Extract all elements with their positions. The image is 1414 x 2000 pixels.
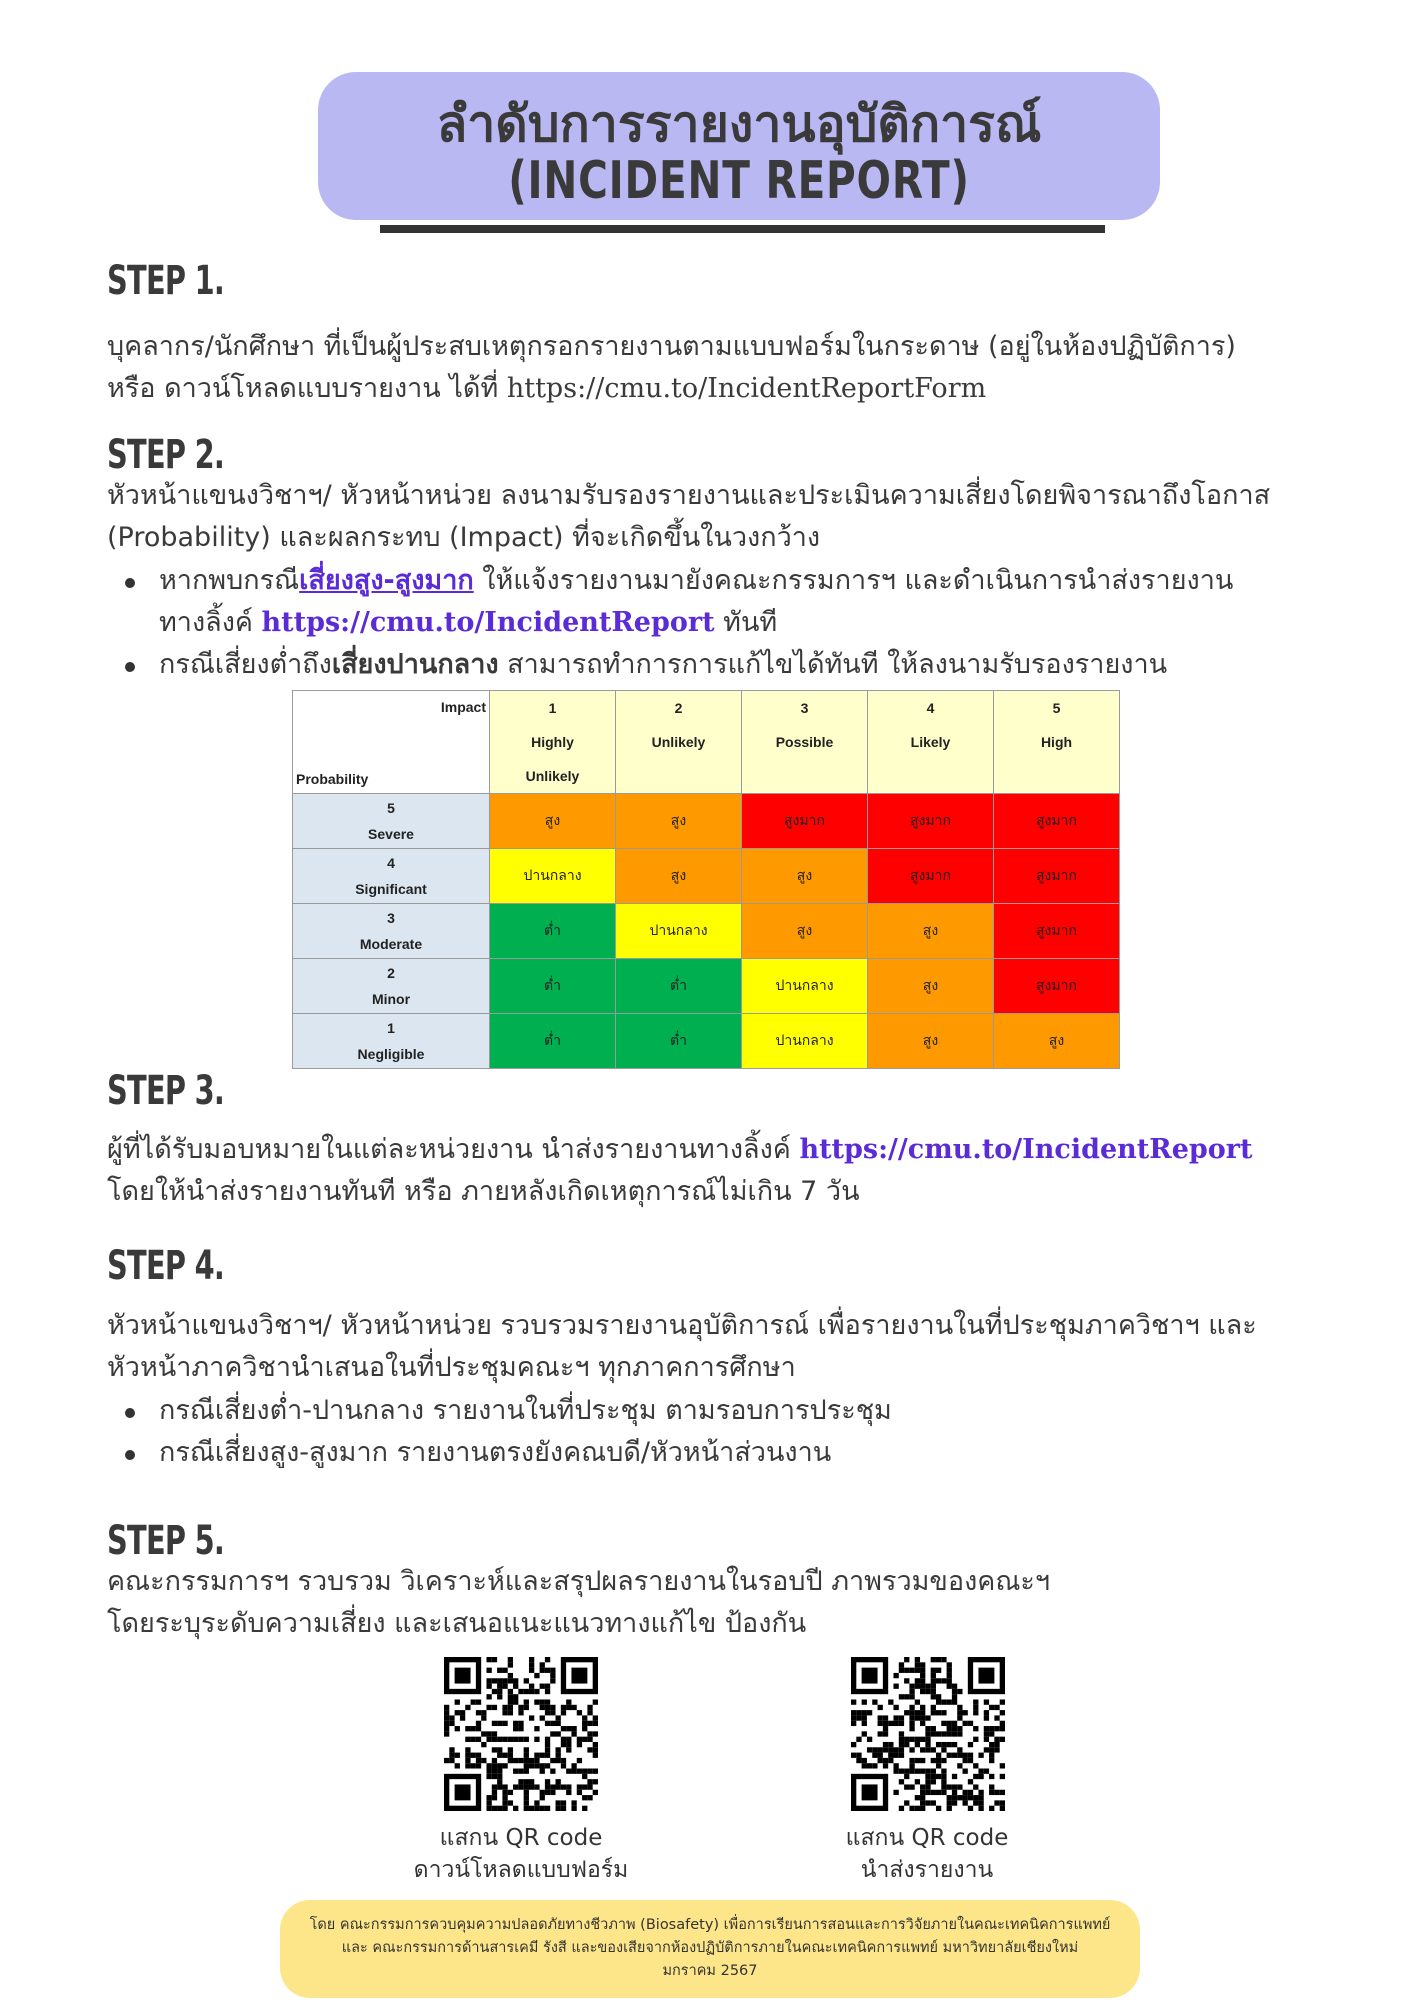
high-risk-emphasis: เสี่ยงสูง-สูงมาก (299, 565, 474, 596)
medium-risk-emphasis: เสี่ยงปานกลาง (331, 649, 499, 680)
matrix-header-row (293, 691, 1120, 794)
risk-cell: ต่ำ (616, 1014, 742, 1069)
step5-line1: คณะกรรมการฯ รวบรวม วิเคราะห์และสรุปผลรายงานในรอบปี ภาพรวมของคณะฯ (107, 1566, 1051, 1597)
step5-line2: โดยระบุระดับความเสี่ยง และเสนอแนะแนวทางแก้ไข ป้องกัน (107, 1608, 807, 1639)
risk-cell: สูงมาก (994, 959, 1120, 1014)
risk-cell: ปานกลาง (490, 849, 616, 904)
page-title-english: (INCIDENT REPORT) (508, 151, 970, 211)
bullet1-suffix: ให้แจ้งรายงานมายังคณะกรรมการฯ และดำเนินการนำส่งรายงาน (473, 565, 1234, 596)
bullet2-suffix: สามารถทำการการแก้ไขได้ทันที ให้ลงนามรับรองรายงาน (498, 649, 1168, 680)
probability-header: 3 Moderate (293, 904, 490, 959)
footer-credit (280, 1900, 1140, 1998)
qr-left-caption-line1: แสกน QR code (439, 1825, 603, 1851)
risk-cell: ปานกลาง (742, 1014, 868, 1069)
step3-line2: โดยให้นำส่งรายงานทันที หรือ ภายหลังเกิดเหตุการณ์ไม่เกิน 7 วัน (107, 1176, 860, 1207)
risk-cell: สูง (616, 849, 742, 904)
step4-line2: หัวหน้าภาควิชานำเสนอในที่ประชุมคณะฯ ทุกภาคการศึกษา (107, 1352, 796, 1383)
qr-code-submit-report[interactable] (851, 1657, 1005, 1811)
qr-left-caption-line2: ดาวน์โหลดแบบฟอร์ม (413, 1857, 629, 1883)
matrix-corner (293, 691, 490, 794)
risk-cell: ต่ำ (490, 959, 616, 1014)
risk-cell: สูง (868, 959, 994, 1014)
qr-right-caption-line1: แสกน QR code (845, 1825, 1009, 1851)
step1-heading: STEP 1. (107, 258, 225, 304)
incident-report-link-step3[interactable]: https://cmu.to/IncidentReport (799, 1134, 1253, 1165)
step3-heading: STEP 3. (107, 1068, 225, 1114)
matrix-row (293, 1014, 1120, 1069)
step2-text (107, 475, 1317, 559)
step2-line2: (Probability) และผลกระทบ (Impact) ที่จะเกิดขึ้นในวงกว้าง (107, 522, 821, 553)
step4-text (107, 1305, 1317, 1389)
risk-cell: ต่ำ (490, 904, 616, 959)
bullet-dot (125, 578, 135, 588)
risk-cell: สูง (868, 1014, 994, 1069)
step2-bullet-high-risk (107, 560, 1327, 644)
probability-header: 1 Negligible (293, 1014, 490, 1069)
risk-cell: สูงมาก (994, 904, 1120, 959)
step1-text (107, 326, 1317, 410)
risk-cell: สูง (490, 794, 616, 849)
bullet-dot (125, 1450, 135, 1460)
probability-axis-label: Probability (296, 771, 369, 787)
impact-header-3: 3 Possible (742, 691, 868, 794)
page-title-thai: ลำดับการรายงานอุบัติการณ์ (436, 95, 1042, 153)
step1-form-url[interactable]: https://cmu.to/IncidentReportForm (506, 373, 987, 404)
matrix-row (293, 849, 1120, 904)
step2-bullets (107, 560, 1327, 686)
step4-bullet-high (107, 1432, 1327, 1474)
matrix-row (293, 959, 1120, 1014)
probability-header: 4 Significant (293, 849, 490, 904)
step4-bullets (107, 1390, 1327, 1474)
risk-cell: สูงมาก (994, 794, 1120, 849)
footer-line1: โดย คณะกรรมการควบคุมความปลอดภัยทางชีวภาพ (Biosafety) เพื่อการเรียนการสอนและการวิจัยภายในคณะเทคนิคการแพทย์ (309, 1917, 1111, 1933)
risk-cell: สูง (616, 794, 742, 849)
risk-cell: ปานกลาง (616, 904, 742, 959)
impact-header-1: 1 Highly Unlikely (490, 691, 616, 794)
footer-line2: และ คณะกรรมการด้านสารเคมี รังสี และของเสียจากห้องปฏิบัติการภายในคณะเทคนิคการแพทย์ มหาวิทยาลัยเชียงใหม่ (341, 1940, 1079, 1956)
risk-cell: สูงมาก (742, 794, 868, 849)
bullet2-prefix: กรณีเสี่ยงต่ำถึง (159, 649, 332, 680)
title-underline (380, 225, 1105, 233)
impact-header-4: 4 Likely (868, 691, 994, 794)
matrix-row (293, 794, 1120, 849)
bullet-dot (125, 662, 135, 672)
risk-cell: ต่ำ (490, 1014, 616, 1069)
step3-line1 (107, 1129, 1317, 1171)
bullet1-line2-prefix: ทางลิ้งค์ (159, 607, 262, 638)
risk-cell: ต่ำ (616, 959, 742, 1014)
step4-line1: หัวหน้าแขนงวิชาฯ/ หัวหน้าหน่วย รวบรวมรายงานอุบัติการณ์ เพื่อรายงานในที่ประชุมภาควิชาฯ และ (107, 1310, 1257, 1341)
qr-right-caption (777, 1822, 1077, 1886)
step5-heading: STEP 5. (107, 1518, 225, 1564)
risk-cell: สูงมาก (868, 794, 994, 849)
step4-bullet1-text: กรณีเสี่ยงต่ำ-ปานกลาง รายงานในที่ประชุม ตามรอบการประชุม (159, 1395, 892, 1426)
matrix-row (293, 904, 1120, 959)
risk-cell: สูงมาก (868, 849, 994, 904)
step1-line1: บุคลากร/นักศึกษา ที่เป็นผู้ประสบเหตุกรอกรายงานตามแบบฟอร์มในกระดาษ (อยู่ในห้องปฏิบัติการ) (107, 331, 1236, 362)
probability-header: 5 Severe (293, 794, 490, 849)
risk-cell: สูงมาก (994, 849, 1120, 904)
step2-heading: STEP 2. (107, 432, 225, 478)
risk-cell: ปานกลาง (742, 959, 868, 1014)
step4-bullet-low (107, 1390, 1327, 1432)
risk-cell: สูง (742, 904, 868, 959)
bullet1-line2-suffix: ทันที (714, 607, 778, 638)
qr-code-download-form[interactable] (444, 1657, 598, 1811)
impact-header-2: 2 Unlikely (616, 691, 742, 794)
step2-bullet-low-risk (107, 644, 1327, 686)
bullet1-prefix: หากพบกรณี (159, 565, 300, 596)
footer-date: มกราคม 2567 (662, 1963, 758, 1979)
qr-left-caption (371, 1822, 671, 1886)
step2-line1: หัวหน้าแขนงวิชาฯ/ หัวหน้าหน่วย ลงนามรับรองรายงานและประเมินความเสี่ยงโดยพิจารณาถึงโอกาส (107, 480, 1271, 511)
step1-line2 (107, 368, 1317, 410)
step5-text (107, 1561, 1317, 1645)
incident-report-link[interactable]: https://cmu.to/IncidentReport (261, 607, 715, 638)
risk-cell: สูง (868, 904, 994, 959)
impact-header-5: 5 High (994, 691, 1120, 794)
step1-line2-prefix: หรือ ดาวน์โหลดแบบรายงาน ได้ที่ (107, 373, 507, 404)
qr-right-caption-line2: นำส่งรายงาน (860, 1857, 994, 1883)
bullet-dot (125, 1408, 135, 1418)
title-banner (318, 72, 1160, 220)
step4-bullet2-text: กรณีเสี่ยงสูง-สูงมาก รายงานตรงยังคณบดี/หัวหน้าส่วนงาน (159, 1437, 832, 1468)
matrix-body (293, 794, 1120, 1069)
step3-text (107, 1129, 1317, 1213)
step3-line1-prefix: ผู้ที่ได้รับมอบหมายในแต่ละหน่วยงาน นำส่งรายงานทางลิ้งค์ (107, 1134, 800, 1165)
risk-cell: สูง (994, 1014, 1120, 1069)
probability-header: 2 Minor (293, 959, 490, 1014)
step4-heading: STEP 4. (107, 1243, 225, 1289)
impact-axis-label: Impact (440, 699, 486, 715)
risk-matrix (292, 690, 1120, 1069)
risk-cell: สูง (742, 849, 868, 904)
